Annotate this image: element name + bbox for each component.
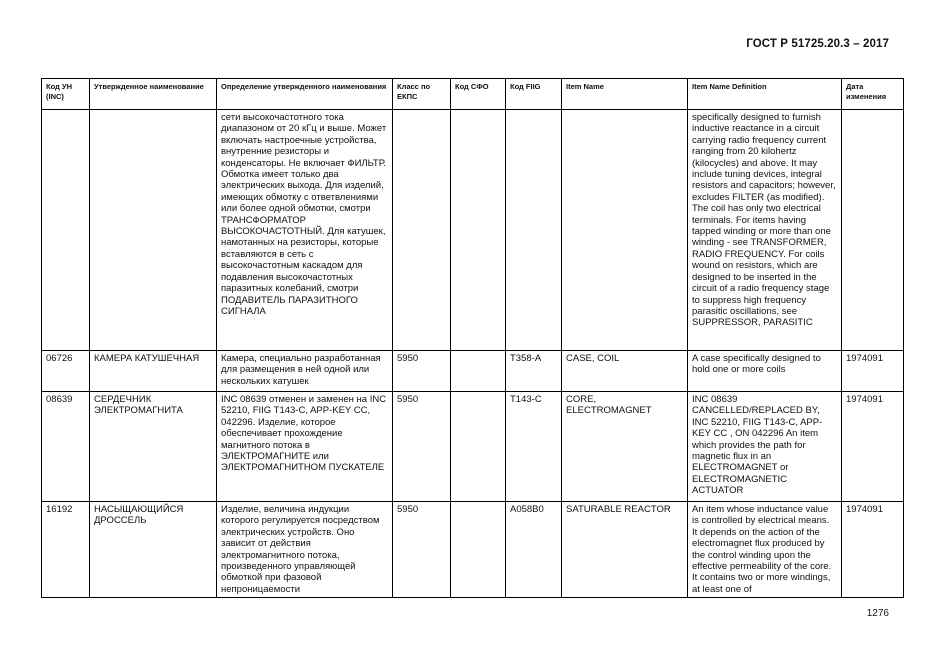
cell-item-name: CASE, COIL bbox=[562, 351, 688, 392]
cell-change-date: 1974091 bbox=[842, 502, 904, 598]
cell-item-name: SATURABLE REACTOR bbox=[562, 502, 688, 598]
cell-change-date bbox=[842, 110, 904, 351]
classification-table bbox=[41, 78, 904, 598]
cell-fiig-code bbox=[506, 110, 562, 351]
cell-item-name-definition: specifically designed to furnish inductive reactance in a circuit carrying radio frequency current ranging from 20 kilohertz (kilocycles) and above. It may include tuning devices, integral resistors and capacitors; however, excludes FILTER (as modified). The coil has only two electrical terminals. For items having tapped winding or more than one winding - see TRANSFORMER, RADIO FREQUENCY. For coils wound on resistors, which are designed to be inserted in the circuit of a radio frequency stage to suppress high frequency parasitic oscillations, see SUPPRESSOR, PARASITIC bbox=[688, 110, 842, 351]
cell-definition: Камера, специально разработанная для размещения в ней одной или нескольких катушек bbox=[217, 351, 393, 392]
column-header-inc: Код УН (INC) bbox=[42, 79, 90, 110]
cell-change-date: 1974091 bbox=[842, 392, 904, 502]
cell-item-name-definition: INC 08639 CANCELLED/REPLACED BY, INC 52210, FIIG T143-C, APP-KEY CC , ON 042296 An item which provides the path for magnetic flux in an ELECTROMAGNET or ELECTROMAGNETIC ACTUATOR bbox=[688, 392, 842, 502]
table-row bbox=[42, 392, 904, 502]
cell-sfo-code bbox=[451, 351, 506, 392]
column-header-definition: Определение утвержденного наименования bbox=[217, 79, 393, 110]
cell-approved-name: СЕРДЕЧНИК ЭЛЕКТРОМАГНИТА bbox=[90, 392, 217, 502]
cell-sfo-code bbox=[451, 110, 506, 351]
page-number: 1276 bbox=[866, 608, 889, 619]
cell-definition: INC 08639 отменен и заменен на INC 52210, FIIG T143-C, APP-KEY CC, 042296. Изделие, которое обеспечивает прохождение магнитного потока в ЭЛЕКТРОМАГНИТЕ или ЭЛЕКТРОМАГНИТНОМ ПУСКАТЕЛЕ bbox=[217, 392, 393, 502]
cell-ekps-class: 5950 bbox=[393, 502, 451, 598]
column-header-item-name: Item Name bbox=[562, 79, 688, 110]
cell-item-name: CORE, ELECTROMAGNET bbox=[562, 392, 688, 502]
document-header: ГОСТ Р 51725.20.3 – 2017 bbox=[746, 38, 889, 50]
table-row bbox=[42, 351, 904, 392]
column-header-change-date: Дата изменения bbox=[842, 79, 904, 110]
column-header-approved-name: Утвержденное наименование bbox=[90, 79, 217, 110]
cell-definition: сети высокочастотного тока диапазоном от 20 кГц и выше. Может включать настроечные устройства, внутренние резисторы и конденсаторы. Не включает ФИЛЬТР. Обмотка имеет только два электрических выхода. Для изделий, имеющих обмотку с ответвлениями или более одной обмотки, смотри ТРАНСФОРМАТОР ВЫСОКОЧАСТОТНЫЙ. Для катушек, намотанных на резисторы, которые вставляются в сеть с высокочастотным каскадом для подавления высокочастотных паразитных колебаний, смотри ПОДАВИТЕЛЬ ПАРАЗИТНОГО СИГНАЛА bbox=[217, 110, 393, 351]
cell-fiig-code: T143-C bbox=[506, 392, 562, 502]
cell-ekps-class: 5950 bbox=[393, 392, 451, 502]
cell-definition: Изделие, величина индукции которого регулируется посредством электрических устройств. Оно зависит от действия электромагнитного потока, произведенного управляющей обмоткой при фазовой непроницаемости bbox=[217, 502, 393, 598]
cell-ekps-class bbox=[393, 110, 451, 351]
cell-inc: 08639 bbox=[42, 392, 90, 502]
cell-item-name-definition: A case specifically designed to hold one or more coils bbox=[688, 351, 842, 392]
column-header-item-name-definition: Item Name Definition bbox=[688, 79, 842, 110]
cell-sfo-code bbox=[451, 502, 506, 598]
cell-ekps-class: 5950 bbox=[393, 351, 451, 392]
table-row bbox=[42, 110, 904, 351]
cell-approved-name: КАМЕРА КАТУШЕЧНАЯ bbox=[90, 351, 217, 392]
cell-inc: 16192 bbox=[42, 502, 90, 598]
cell-approved-name bbox=[90, 110, 217, 351]
column-header-sfo-code: Код СФО bbox=[451, 79, 506, 110]
column-header-ekps-class: Класс по ЕКПС bbox=[393, 79, 451, 110]
cell-sfo-code bbox=[451, 392, 506, 502]
cell-fiig-code: T358-A bbox=[506, 351, 562, 392]
cell-item-name bbox=[562, 110, 688, 351]
table-header-row bbox=[42, 79, 904, 110]
cell-inc bbox=[42, 110, 90, 351]
table-row bbox=[42, 502, 904, 598]
cell-inc: 06726 bbox=[42, 351, 90, 392]
cell-fiig-code: A058B0 bbox=[506, 502, 562, 598]
cell-item-name-definition: An item whose inductance value is controlled by electrical means. It depends on the action of the electromagnet flux produced by the control winding upon the effective permeability of the core. It contains two or more windings, at least one of bbox=[688, 502, 842, 598]
cell-change-date: 1974091 bbox=[842, 351, 904, 392]
cell-approved-name: НАСЫЩАЮЩИЙСЯ ДРОССЕЛЬ bbox=[90, 502, 217, 598]
column-header-fiig-code: Код FIIG bbox=[506, 79, 562, 110]
